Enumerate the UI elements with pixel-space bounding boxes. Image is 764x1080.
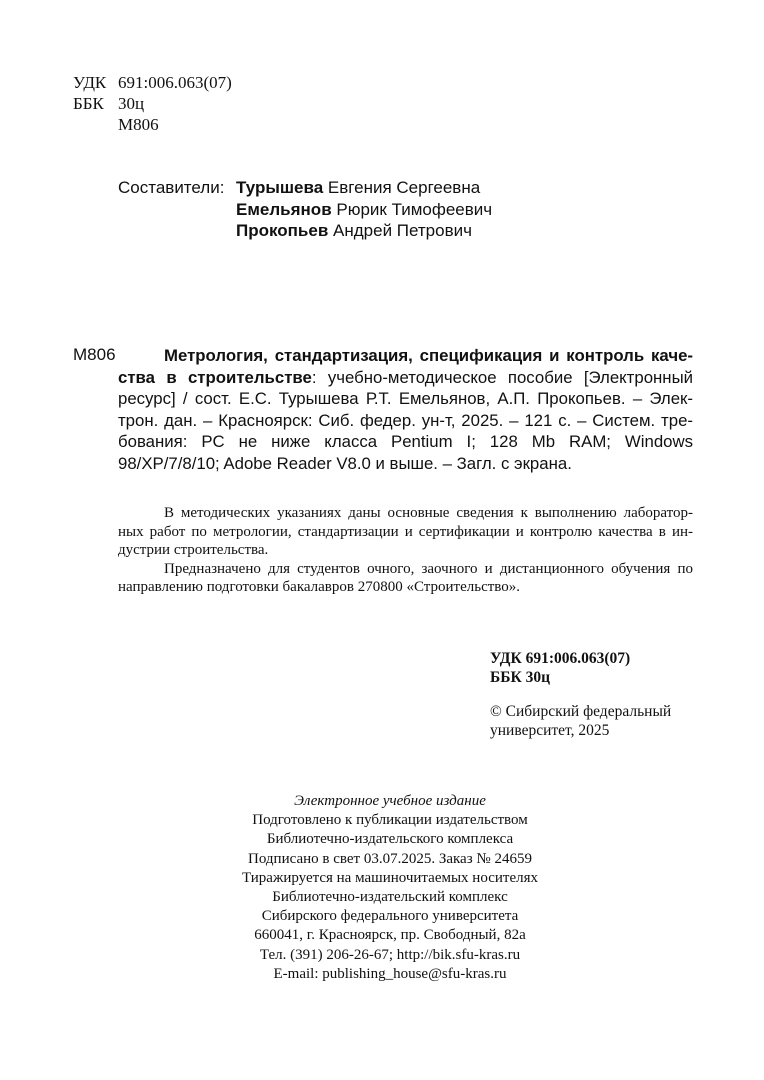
edition-type: Электронное учебное издание <box>294 793 486 809</box>
copyright-notice <box>490 703 671 740</box>
compiler-2 <box>236 199 492 221</box>
colophon-line: Подготовлено к публикации издательством <box>252 812 528 829</box>
colophon-line: Библиотечно-издательский комплекс <box>272 889 508 906</box>
compiler-2-surname: Емельянов <box>236 199 332 219</box>
annot-p1-line1: В методических указаниях даны основные сведения к выполнению лаборатор- <box>164 505 693 521</box>
colophon-line: Библиотечно-издательского комплекса <box>266 831 514 848</box>
colophon-line: Тиражируется на машиночитаемых носителях <box>241 869 538 886</box>
compilers-block <box>118 177 492 242</box>
compiler-2-given: Рюрик Тимофеевич <box>336 199 493 219</box>
bibliography-sign: М806 <box>73 345 116 364</box>
bib-title-part1: Метрология, стандартизация, спецификация и контроль каче- <box>164 346 693 365</box>
compiler-3-given: Андрей Петрович <box>333 221 472 240</box>
classification-codes <box>73 72 232 135</box>
compiler-1-given: Евгения Сергеевна <box>327 178 481 197</box>
compiler-1-surname: Турышева <box>236 178 324 197</box>
udk-row <box>73 72 232 93</box>
colophon-line: Тел. (391) 206-26-67; http://bik.sfu-kras.ru <box>259 946 521 963</box>
colophon <box>180 792 600 984</box>
bibliographic-record <box>118 345 693 475</box>
colophon-line: Сибирского федерального университета <box>261 908 519 925</box>
udk-value: 691:006.063(07) <box>118 73 232 92</box>
bbk-label: ББК <box>73 94 104 113</box>
copyright-line-2: университет, 2025 <box>490 721 610 739</box>
bib-line-2 <box>118 367 693 389</box>
copyright-line-1: © Сибирский федеральный <box>490 703 672 720</box>
bib-title-part2: ства в строительстве <box>118 367 312 387</box>
udk-label: УДК <box>73 73 107 92</box>
annot-p2-line2: направлению подготовки бакалавров 270800 «Строительство». <box>118 579 521 595</box>
annotation <box>118 504 693 597</box>
right-classification-codes <box>490 650 630 687</box>
bbk-row <box>73 93 232 114</box>
colophon-email: E-mail: publishing_house@sfu-kras.ru <box>273 965 507 982</box>
compilers-label: Составители: <box>118 178 225 197</box>
compiler-3 <box>236 220 492 242</box>
bib-line-6: 98/XP/7/8/10; Adobe Reader V8.0 и выше. – Загл. с экрана. <box>118 453 572 473</box>
author-sign: М806 <box>118 115 159 134</box>
right-bbk: ББК 30ц <box>490 668 551 686</box>
right-udk: УДК 691:006.063(07) <box>490 650 631 667</box>
annot-p1-line2: ных работ по метрологии, стандартизации и сертификации и контролю качества в ин- <box>118 523 693 540</box>
annot-p1-line3: дустрии строительства. <box>118 542 269 558</box>
colophon-line: 660041, г. Красноярск, пр. Свободный, 82а <box>254 927 526 944</box>
bib-line-3: ресурс] / сост. Е.С. Турышева Р.Т. Емельянов, А.П. Прокопьев. – Элек- <box>118 389 693 409</box>
bib-line-5: бования: PC не ниже класса Pentium I; 128 Mb RAM; Windows <box>118 432 693 452</box>
bib-line-1 <box>118 345 693 367</box>
compiler-1 <box>236 177 492 199</box>
colophon-line: Подписано в свет 03.07.2025. Заказ № 24659 <box>248 850 532 867</box>
bib-line-4: трон. дан. – Красноярск: Сиб. федер. ун-т, 2025. – 121 с. – Систем. тре- <box>118 410 693 430</box>
bbk-value: 30ц <box>118 94 145 113</box>
compiler-3-surname: Прокопьев <box>236 221 329 240</box>
bib-line-2-rest: : учебно-методическое пособие [Электронный <box>311 367 694 387</box>
annot-p2-line1: Предназначено для студентов очного, заочного и дистанционного обучения по <box>164 560 693 577</box>
